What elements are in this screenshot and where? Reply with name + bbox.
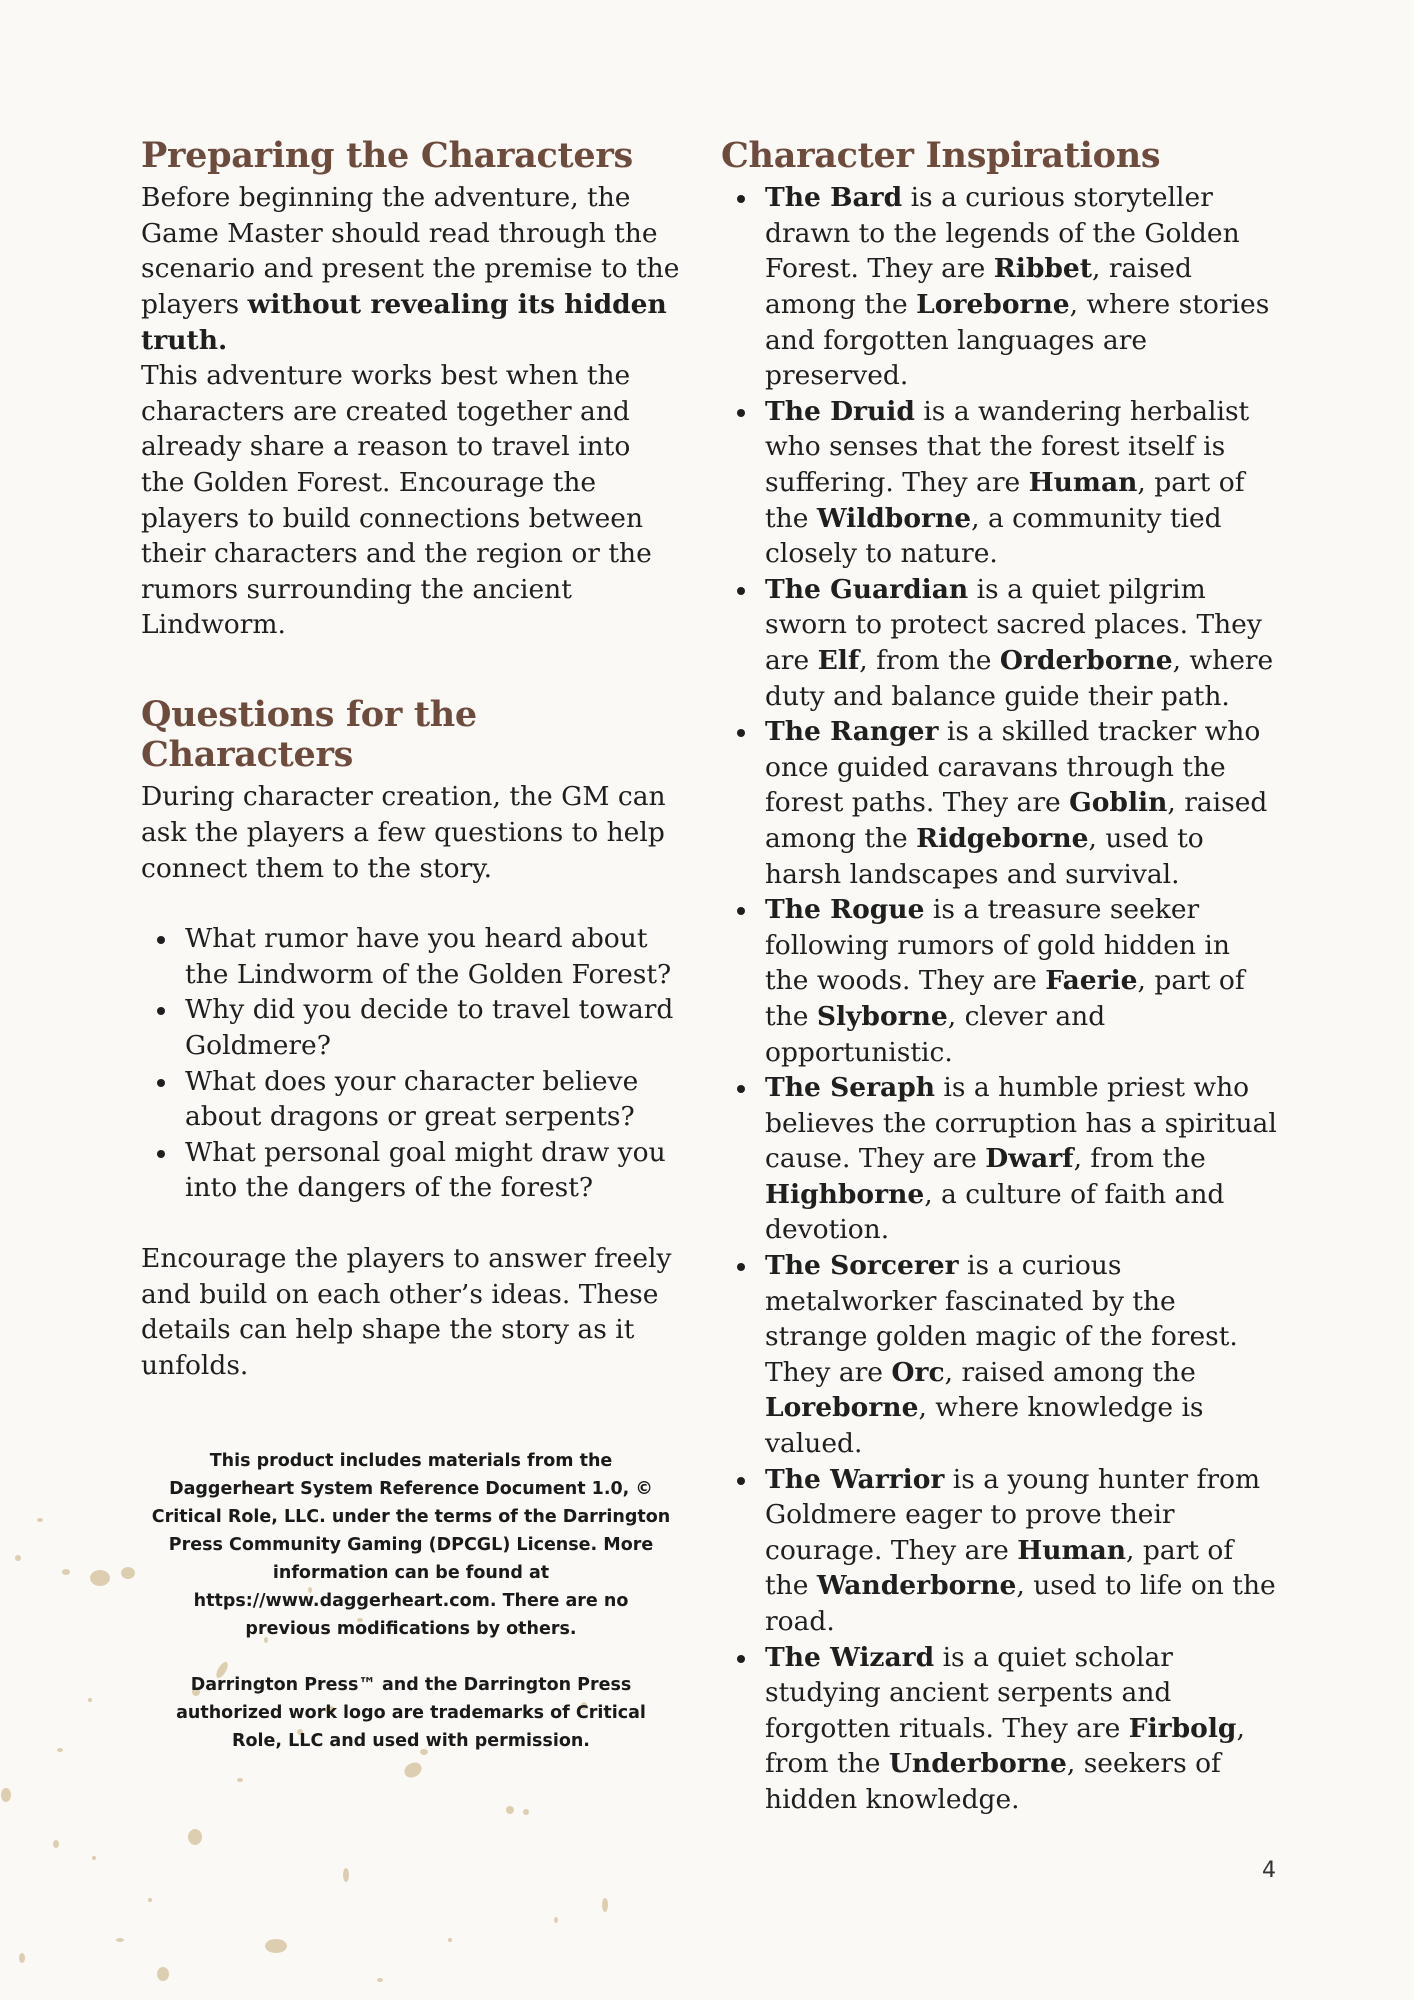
list-item (721, 394, 1281, 572)
list-item (721, 1070, 1281, 1248)
ancestry-name: Firbolg (1128, 1712, 1237, 1744)
list-item (721, 1462, 1281, 1640)
legal-trademark-text: Darrington Press™ and the Darrington Press authorized work logo are trademarks of Critical Role, LLC and used with permission. (176, 1675, 646, 1752)
list-item (721, 1248, 1281, 1462)
page-number: 4 (1262, 1858, 1276, 1883)
ancestry-name: Human (1028, 467, 1138, 498)
item-text: , from the (859, 644, 1000, 676)
community-name: Slyborne (816, 1000, 948, 1032)
preparing-heading: Preparing the Characters (141, 135, 633, 176)
class-name: The Sorcerer (765, 1250, 959, 1282)
item-text: , where knowledge is valued. (765, 1392, 1204, 1460)
list-item (721, 1640, 1281, 1818)
legal-notice (141, 1447, 681, 1755)
inspirations-heading: Character Inspirations (721, 135, 1161, 176)
item-text: , a community tied closely to nature. (765, 502, 1222, 570)
list-item: What rumor have you heard about the Lindworm of the Golden Forest? (141, 921, 681, 992)
ancestry-name: Human (1017, 1534, 1127, 1566)
item-text: , used to life on the road. (765, 1570, 1276, 1637)
left-column (141, 136, 681, 1755)
item-text: , used to harsh landscapes and survival. (765, 822, 1204, 890)
preparing-emphasis: without revealing its hidden truth. (141, 289, 667, 356)
community-name: Underborne (888, 1748, 1067, 1780)
item-text: is a treasure seeker following rumors of gold hidden in the woods. They are (765, 894, 1230, 997)
ancestry-name: Goblin (1069, 787, 1168, 819)
legal-license-text: This product includes materials from the Daggerheart System Reference Document 1.0, © Critical Role, LLC. under the terms of the Darrington Press Community Gaming (DPCGL) License. More information can be found at https://www.daggerheart.com. There are no previous modifications by others. (151, 1451, 671, 1640)
preparing-paragraph-2: This adventure works best when the characters are created together and already share a reason to travel into the Golden Forest. Encourage the players to build connections between their characters and the region or the rumors surrounding the ancient Lindworm. (141, 360, 652, 641)
questions-outro: Encourage the players to answer freely and build on each other’s ideas. These details can help shape the story as it unfolds. (141, 1243, 672, 1381)
class-name: The Wizard (765, 1641, 935, 1673)
item-text: is a quiet scholar studying ancient serpents and forgotten rituals. They are (765, 1641, 1173, 1744)
ancestry-name: Ribbet (993, 253, 1092, 285)
questions-list (141, 921, 681, 1206)
list-item (721, 180, 1281, 394)
item-text: , clever and opportunistic. (765, 1000, 1106, 1068)
list-item (721, 572, 1281, 714)
item-text: , from the (1073, 1143, 1206, 1175)
class-name: The Bard (765, 182, 903, 214)
inspirations-list (721, 180, 1281, 1817)
ancestry-name: Faerie (1045, 965, 1138, 997)
list-item: What does your character believe about dragons or great serpents? (141, 1064, 681, 1135)
list-item (721, 714, 1281, 892)
item-text: , from the (765, 1712, 1245, 1780)
item-text: is a skilled tracker who once guided caravans through the forest paths. They are (765, 716, 1261, 819)
list-item: Why did you decide to travel toward Goldmere? (141, 992, 681, 1063)
class-name: The Rogue (765, 894, 925, 926)
item-text: , part of the (765, 467, 1245, 534)
class-name: The Druid (765, 395, 915, 427)
item-text: is a humble priest who believes the corruption has a spiritual cause. They are (765, 1072, 1277, 1175)
community-name: Highborne (765, 1178, 925, 1210)
preparing-paragraph-1 (141, 180, 681, 358)
right-column (721, 136, 1281, 1818)
item-text: , where duty and balance guide their path. (765, 644, 1274, 712)
item-text: , raised among the (765, 253, 1193, 321)
community-name: Ridgeborne (916, 822, 1089, 854)
item-text: , seekers of hidden knowledge. (765, 1748, 1221, 1815)
community-name: Orderborne (999, 644, 1173, 676)
community-name: Wanderborne (816, 1570, 1017, 1602)
questions-intro: During character creation, the GM can ask the players a few questions to help connect them to the story. (141, 781, 666, 884)
item-text: , part of the (765, 1534, 1234, 1602)
questions-heading: Questions for the Characters (141, 693, 477, 776)
class-name: The Seraph (765, 1072, 935, 1104)
item-text: is a young hunter from Goldmere eager to prove their courage. They are (765, 1463, 1261, 1566)
item-text: is a wandering herbalist who senses that the forest itself is suffering. They are (765, 395, 1250, 498)
item-text: is a curious metalworker fascinated by the strange golden magic of the forest. They are (765, 1250, 1238, 1388)
item-text: , where stories and forgotten languages are preserved. (765, 289, 1270, 392)
item-text: is a quiet pilgrim sworn to protect sacred places. They are (765, 573, 1262, 676)
ancestry-name: Orc (891, 1356, 945, 1388)
list-item (721, 892, 1281, 1070)
ancestry-name: Dwarf (985, 1143, 1074, 1175)
preparing-text: Before beginning the adventure, the Game Master should read through the scenario and present the premise to the players (141, 182, 680, 321)
community-name: Wildborne (816, 502, 972, 534)
class-name: The Guardian (765, 573, 969, 605)
community-name: Loreborne (916, 289, 1070, 321)
item-text: is a curious storyteller drawn to the legends of the Golden Forest. They are (765, 182, 1240, 285)
ancestry-name: Elf (817, 644, 860, 676)
item-text: , raised among the (944, 1356, 1196, 1388)
item-text: , a culture of faith and devotion. (765, 1178, 1225, 1246)
list-item: What personal goal might draw you into the dangers of the forest? (141, 1135, 681, 1206)
class-name: The Warrior (765, 1463, 945, 1495)
class-name: The Ranger (765, 716, 939, 748)
item-text: , part of the (765, 965, 1245, 1032)
item-text: , raised among the (765, 787, 1268, 854)
community-name: Loreborne (765, 1392, 919, 1424)
